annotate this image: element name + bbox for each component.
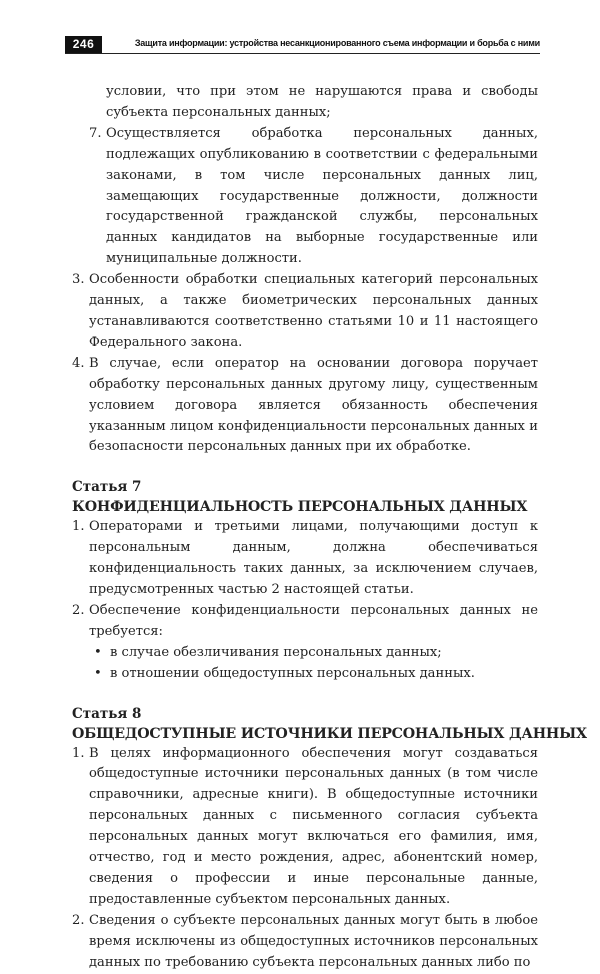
item-number: 3. [72, 272, 85, 288]
article-label: Статья 8 [72, 705, 142, 722]
list-item [72, 911, 538, 974]
list-item [72, 517, 538, 601]
article-label: Статья 7 [72, 479, 142, 496]
item-number: 1. [72, 745, 85, 761]
list-item-4 [72, 354, 538, 459]
running-header [65, 36, 540, 54]
list-item-7 [89, 124, 538, 270]
item-number: 2. [72, 912, 85, 928]
item-text: В случае, если оператор на основании договора поручает обработку персональных данных другому лицу, существенным условием договора является обязанность обеспечения указанным лицом конфиденциальности персональных данных и безопасности персональных данных при их обработке. [89, 355, 538, 455]
item-number: 2. [72, 602, 85, 618]
list-item [72, 601, 538, 643]
item-text: В целях информационного обеспечения могут создаваться общедоступные источники персональных данных (в том числе справочники, адресные книги). В общедоступные источники персональных данных с письменного согласия субъекта персональных данных могут включаться его фамилия, имя, отчество, год и место рождения, адрес, абонентский номер, сведения о профессии и иные персональные данные, предоставленные субъектом персональных данных. [89, 745, 538, 907]
item-text: Операторами и третьими лицами, получающими доступ к персональным данным, должна обеспечиваться конфиденциальность таких данных, за исключением случаев, предусмотренных частью 2 настоящей статьи. [89, 519, 538, 598]
bullet-text: в отношении общедоступных персональных данных. [110, 665, 475, 681]
bullet-item [89, 664, 538, 685]
article-8-heading [72, 705, 587, 744]
running-title: Защита информации: устройства несанкционированного съема информации и борьба с ними [134, 38, 540, 49]
bullet-text: в случае обезличивания персональных данных; [110, 644, 442, 660]
item-text: Осуществляется обработка персональных данных, подлежащих опубликованию в соответствии с федеральными законами, в том числе персональных данных лиц, замещающих государственные должности, должности государственной гражданской службы, персональных данных кандидатов на выборные государственные или муниципальные должности. [106, 125, 538, 267]
item-text: Обеспечение конфиденциальности персональных данных не требуется: [89, 602, 538, 639]
bullet-icon: • [94, 644, 102, 660]
bullet-item [89, 643, 538, 664]
list-item-3 [72, 270, 538, 354]
item-number: 1. [72, 519, 85, 535]
bullet-icon: • [94, 665, 102, 681]
item-number: 4. [72, 355, 85, 371]
item-text: Особенности обработки специальных категорий персональных данных, а также биометрических персональных данных устанавливаются соответственно статьями 10 и 11 настоящего Федерального закона. [89, 272, 538, 350]
article-7-heading [72, 478, 538, 517]
item-text: Сведения о субъекте персональных данных могут быть в любое время исключены из общедоступных источников персональных данных по требованию субъекта персональных данных либо по [89, 912, 538, 970]
paragraph-continuation: условии, что при этом не нарушаются права и свободы субъекта персональных данных; [106, 84, 538, 120]
article-title: ОБЩЕДОСТУПНЫЕ ИСТОЧНИКИ ПЕРСОНАЛЬНЫХ ДАННЫХ [72, 725, 587, 742]
page-body [72, 82, 587, 974]
article-title: КОНФИДЕНЦИАЛЬНОСТЬ ПЕРСОНАЛЬНЫХ ДАННЫХ [72, 499, 528, 516]
list-item [72, 744, 538, 911]
page-number: 246 [65, 36, 102, 53]
item-number: 7. [89, 125, 102, 141]
